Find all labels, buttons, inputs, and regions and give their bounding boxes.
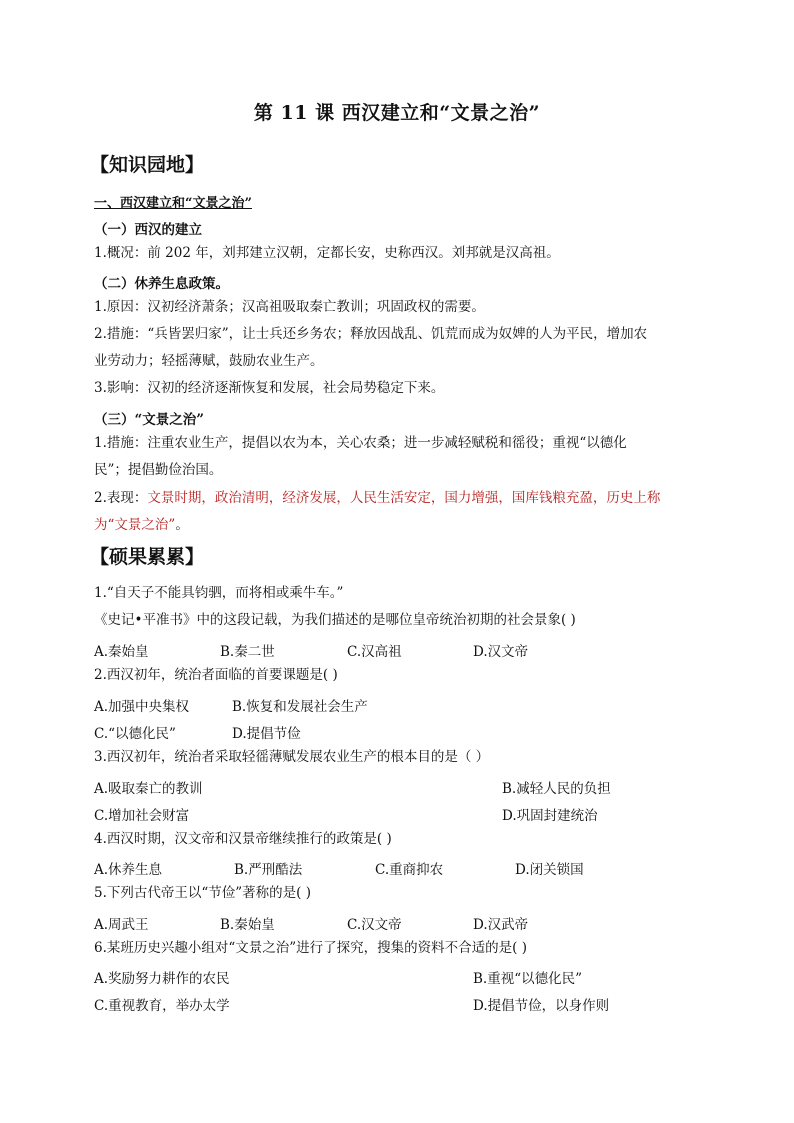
option-b: B.恢复和发展社会生产 bbox=[232, 699, 368, 715]
section-heading: 一、西汉建立和“文景之治” bbox=[94, 196, 252, 211]
subsection-heading: （二）休养生息政策。 bbox=[94, 276, 229, 292]
option-c: C.汉文帝 bbox=[347, 917, 402, 933]
option-c: C.重商抑农 bbox=[375, 862, 444, 878]
question-text: 《史记•平准书》中的这段记载，为我们描述的是哪位皇帝统治初期的社会景象( ) bbox=[94, 612, 576, 628]
knowledge-heading: 【知识园地】 bbox=[90, 154, 205, 176]
option-b: B.秦始皇 bbox=[220, 917, 275, 933]
option-d: D.闭关锁国 bbox=[515, 862, 584, 878]
paragraph: 1.概况：前 202 年，刘邦建立汉朝，定都长安，史称西汉。刘邦就是汉高祖。 bbox=[94, 245, 560, 261]
question-text: 5.下列古代帝王以“节俭”著称的是( ) bbox=[94, 885, 312, 901]
paragraph: 1.原因：汉初经济萧条；汉高祖吸取秦亡教训；巩固政权的需要。 bbox=[94, 299, 485, 315]
option-a: A.吸取秦亡的教训 bbox=[94, 781, 203, 797]
paragraph bbox=[94, 512, 704, 539]
option-d: D.汉武帝 bbox=[473, 917, 529, 933]
option-b: B.秦二世 bbox=[220, 644, 275, 660]
option-b: B.减轻人民的负担 bbox=[502, 781, 611, 797]
option-b: B.重视“以德化民” bbox=[473, 971, 583, 987]
paragraph-end: 。 bbox=[175, 517, 189, 533]
option-d: D.提倡节俭 bbox=[232, 726, 301, 742]
paragraph: 1.措施：注重农业生产，提倡以农为本，关心农桑；进一步减轻赋税和徭役；重视“以德化 bbox=[94, 435, 627, 451]
option-c: C.重视教育，举办太学 bbox=[94, 998, 230, 1014]
question-text: 2.西汉初年，统治者面临的首要课题是( ) bbox=[94, 667, 338, 683]
highlight-text: 为“文景之治” bbox=[94, 517, 176, 533]
option-c: C.“以德化民” bbox=[94, 726, 176, 742]
subsection-heading: （一）西汉的建立 bbox=[94, 222, 202, 238]
exercises-heading: 【硕果累累】 bbox=[90, 546, 205, 568]
option-d: D.提倡节俭，以身作则 bbox=[473, 998, 610, 1014]
paragraph bbox=[94, 485, 704, 512]
option-a: A.加强中央集权 bbox=[94, 699, 190, 715]
option-c: C.汉高祖 bbox=[347, 644, 402, 660]
highlight-text: 文景时期，政治清明，经济发展，人民生活安定，国力增强，国库钱粮充盈，历史上称 bbox=[147, 490, 661, 506]
question-text: 6.某班历史兴趣小组对“文景之治”进行了探究，搜集的资料不合适的是( ) bbox=[94, 940, 528, 956]
paragraph: 民”；提倡勤俭治国。 bbox=[94, 462, 223, 478]
subsection-heading: （三）“文景之治” bbox=[94, 412, 205, 428]
option-a: A.秦始皇 bbox=[94, 644, 149, 660]
option-a: A.周武王 bbox=[94, 917, 149, 933]
question-text: 1.“自天子不能具钧驷，而将相或乘牛车。” bbox=[94, 585, 344, 601]
option-d: D.汉文帝 bbox=[473, 644, 529, 660]
option-b: B.严刑酷法 bbox=[234, 862, 303, 878]
paragraph: 业劳动力；轻摇薄赋，鼓励农业生产。 bbox=[94, 353, 324, 369]
question-text: 4.西汉时期，汉文帝和汉景帝继续推行的政策是( ) bbox=[94, 831, 392, 847]
option-a: A.休养生息 bbox=[94, 862, 163, 878]
option-a: A.奖励努力耕作的农民 bbox=[94, 971, 230, 987]
paragraph: 2.措施：“兵皆罢归家”，让士兵还乡务农；释放因战乱、饥荒而成为奴婢的人为平民，增加农 bbox=[94, 326, 648, 342]
paragraph-prefix: 2.表现： bbox=[94, 490, 148, 506]
option-c: C.增加社会财富 bbox=[94, 808, 190, 824]
option-d: D.巩固封建统治 bbox=[502, 808, 598, 824]
paragraph: 3.影响：汉初的经济逐渐恢复和发展，社会局势稳定下来。 bbox=[94, 380, 445, 396]
question-text: 3.西汉初年，统治者采取轻徭薄赋发展农业生产的根本目的是（ ） bbox=[94, 749, 490, 765]
page-title: 第 11 课 西汉建立和“文景之治” bbox=[253, 102, 541, 124]
